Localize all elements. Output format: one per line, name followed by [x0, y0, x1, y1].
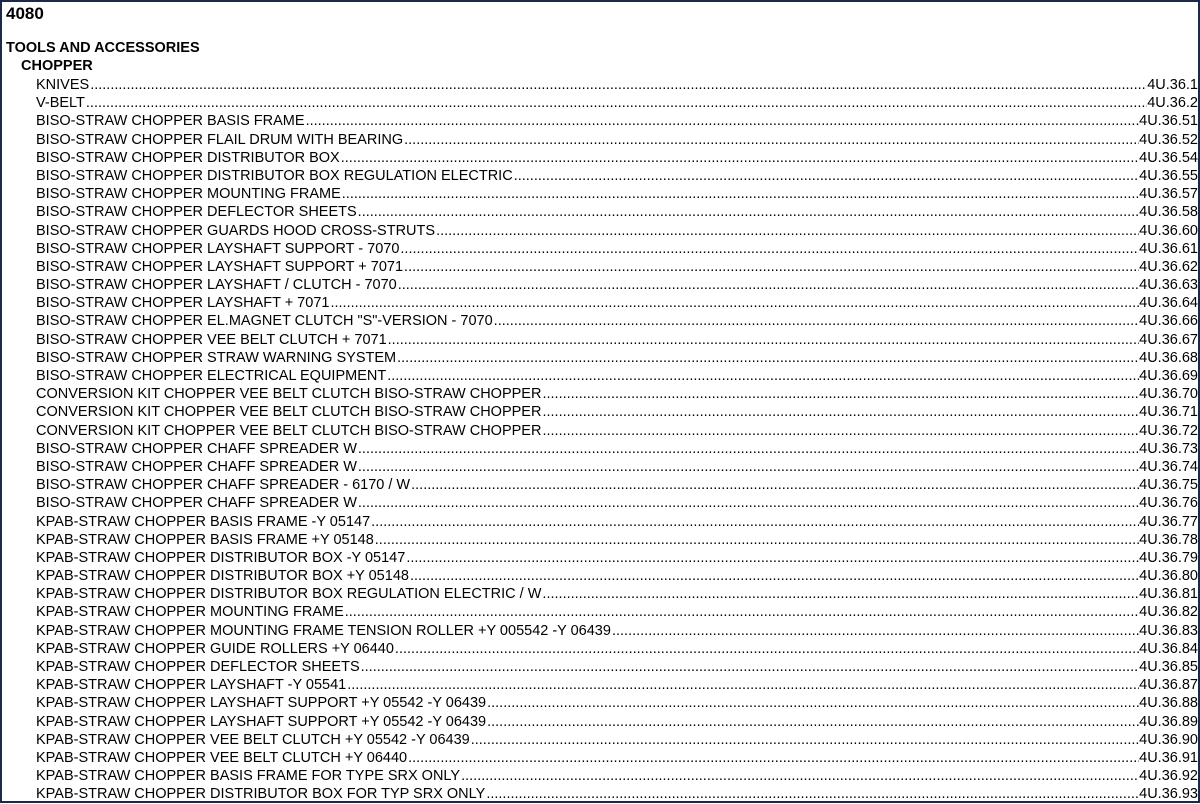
index-entry[interactable] — [36, 531, 1198, 549]
entry-title: BISO-STRAW CHOPPER CHAFF SPREADER W — [36, 440, 357, 457]
index-entry[interactable] — [36, 767, 1198, 785]
index-entry[interactable] — [36, 494, 1198, 512]
index-entry[interactable] — [36, 312, 1198, 330]
index-entry[interactable] — [36, 513, 1198, 531]
entry-title: KPAB-STRAW CHOPPER VEE BELT CLUTCH +Y 06440 — [36, 749, 408, 766]
entry-title: KPAB-STRAW CHOPPER LAYSHAFT SUPPORT +Y 05542 -Y 06439 — [36, 713, 487, 730]
entry-title: BISO-STRAW CHOPPER LAYSHAFT SUPPORT + 7071 — [36, 258, 404, 275]
entry-title: BISO-STRAW CHOPPER BASIS FRAME — [36, 113, 305, 130]
entry-page-ref[interactable]: 4U.36.87 — [1139, 677, 1198, 694]
entry-page-ref[interactable]: 4U.36.73 — [1139, 440, 1198, 457]
entry-title: BISO-STRAW CHOPPER CHAFF SPREADER W — [36, 495, 357, 512]
entry-title: BISO-STRAW CHOPPER LAYSHAFT / CLUTCH - 7070 — [36, 277, 397, 294]
entry-title: KPAB-STRAW CHOPPER LAYSHAFT SUPPORT +Y 05542 -Y 06439 — [36, 695, 487, 712]
entry-page-ref[interactable]: 4U.36.57 — [1139, 186, 1198, 203]
entry-page-ref[interactable]: 4U.36.88 — [1139, 695, 1198, 712]
entry-title: BISO-STRAW CHOPPER STRAW WARNING SYSTEM — [36, 349, 397, 366]
dot-leader — [85, 94, 1147, 112]
index-list — [36, 76, 1198, 804]
index-entry[interactable] — [36, 476, 1198, 494]
index-entry[interactable] — [36, 549, 1198, 567]
index-entry[interactable] — [36, 294, 1198, 312]
dot-leader — [329, 294, 1139, 312]
dot-leader — [485, 785, 1139, 803]
dot-leader — [486, 694, 1139, 712]
index-entry[interactable] — [36, 240, 1198, 258]
entry-title: BISO-STRAW CHOPPER CHAFF SPREADER - 6170 / W — [36, 477, 411, 494]
entry-page-ref[interactable]: 4U.36.2 — [1147, 95, 1198, 112]
entry-title: KPAB-STRAW CHOPPER BASIS FRAME FOR TYPE SRX ONLY — [36, 768, 461, 785]
entry-title: CONVERSION KIT CHOPPER VEE BELT CLUTCH BISO-STRAW CHOPPER — [36, 386, 542, 403]
index-entry[interactable] — [36, 640, 1198, 658]
dot-leader — [403, 131, 1139, 149]
dot-leader — [397, 276, 1139, 294]
index-entry[interactable] — [36, 731, 1198, 749]
index-entry[interactable] — [36, 785, 1198, 803]
dot-leader — [541, 385, 1139, 403]
dot-leader — [611, 622, 1139, 640]
entry-page-ref[interactable]: 4U.36.70 — [1139, 386, 1198, 403]
dot-leader — [541, 422, 1139, 440]
entry-title: KPAB-STRAW CHOPPER BASIS FRAME +Y 05148 — [36, 531, 374, 548]
dot-leader — [360, 658, 1140, 676]
entry-title: KPAB-STRAW CHOPPER DEFLECTOR SHEETS — [36, 659, 360, 675]
dot-leader — [387, 331, 1139, 349]
index-entry[interactable] — [36, 222, 1198, 240]
entry-page-ref[interactable]: 4U.36.89 — [1139, 713, 1198, 730]
entry-title: KPAB-STRAW CHOPPER DISTRIBUTOR BOX FOR TYP SRX ONLY — [36, 786, 486, 803]
index-entry[interactable] — [36, 603, 1198, 621]
index-entry[interactable] — [36, 385, 1198, 403]
entry-page-ref[interactable]: 4U.36.62 — [1139, 258, 1198, 275]
entry-title: KPAB-STRAW CHOPPER DISTRIBUTOR BOX REGULATION ELECTRIC / W — [36, 586, 542, 603]
entry-page-ref[interactable]: 4U.36.90 — [1139, 731, 1198, 748]
entry-page-ref[interactable]: 4U.36.92 — [1139, 768, 1198, 785]
entry-title: BISO-STRAW CHOPPER DISTRIBUTOR BOX REGULATION ELECTRIC — [36, 167, 513, 184]
index-entry[interactable] — [36, 749, 1198, 767]
entry-title: BISO-STRAW CHOPPER CHAFF SPREADER W — [36, 458, 357, 475]
entry-page-ref[interactable]: 4U.36.81 — [1139, 586, 1198, 603]
entry-page-ref[interactable]: 4U.36.68 — [1139, 349, 1198, 366]
entry-page-ref[interactable]: 4U.36.71 — [1139, 404, 1198, 421]
index-entry[interactable] — [36, 185, 1198, 203]
index-entry[interactable] — [36, 694, 1198, 712]
entry-page-ref[interactable]: 4U.36.82 — [1139, 604, 1198, 621]
entry-page-ref[interactable]: 4U.36.75 — [1139, 477, 1198, 494]
index-entry[interactable] — [36, 258, 1198, 276]
entry-page-ref[interactable]: 4U.36.1 — [1147, 77, 1198, 93]
entry-title: BISO-STRAW CHOPPER DISTRIBUTOR BOX — [36, 149, 340, 166]
entry-page-ref[interactable]: 4U.36.74 — [1139, 458, 1198, 475]
entry-page-ref[interactable]: 4U.36.61 — [1139, 240, 1198, 257]
index-entry[interactable] — [36, 713, 1198, 731]
entry-title: KNIVES — [36, 77, 90, 93]
dot-leader — [357, 440, 1139, 458]
dot-leader — [374, 531, 1139, 549]
dot-leader — [486, 713, 1139, 731]
dot-leader — [409, 567, 1139, 585]
dot-leader — [346, 676, 1139, 694]
index-entry[interactable] — [36, 658, 1198, 676]
index-entry[interactable] — [36, 676, 1198, 694]
index-entry[interactable] — [36, 94, 1198, 112]
entry-title: CONVERSION KIT CHOPPER VEE BELT CLUTCH BISO-STRAW CHOPPER — [36, 404, 542, 421]
dot-leader — [357, 494, 1139, 512]
entry-title: BISO-STRAW CHOPPER LAYSHAFT + 7071 — [36, 295, 330, 312]
entry-page-ref[interactable]: 4U.36.58 — [1139, 204, 1198, 221]
dot-leader — [357, 203, 1139, 221]
index-entry[interactable] — [36, 349, 1198, 367]
dot-leader — [407, 749, 1139, 767]
entry-page-ref[interactable]: 4U.36.52 — [1139, 131, 1198, 148]
index-entry[interactable] — [36, 76, 1198, 94]
index-entry[interactable] — [36, 458, 1198, 476]
dot-leader — [410, 476, 1139, 494]
entry-page-ref[interactable]: 4U.36.54 — [1139, 149, 1198, 166]
dot-leader — [513, 167, 1139, 185]
entry-title: BISO-STRAW CHOPPER MOUNTING FRAME — [36, 186, 341, 203]
dot-leader — [541, 585, 1139, 603]
entry-page-ref[interactable]: 4U.36.60 — [1139, 222, 1198, 239]
entry-page-ref[interactable]: 4U.36.64 — [1139, 295, 1198, 312]
model-number: 4080 — [6, 4, 44, 23]
entry-title: KPAB-STRAW CHOPPER VEE BELT CLUTCH +Y 05542 -Y 06439 — [36, 731, 470, 748]
dot-leader — [386, 367, 1139, 385]
entry-page-ref[interactable]: 4U.36.76 — [1139, 495, 1198, 512]
entry-page-ref[interactable]: 4U.36.83 — [1139, 622, 1198, 639]
dot-leader — [340, 149, 1139, 167]
index-entry[interactable] — [36, 167, 1198, 185]
entry-title: BISO-STRAW CHOPPER EL.MAGNET CLUTCH "S"-VERSION - 7070 — [36, 313, 493, 330]
dot-leader — [403, 258, 1139, 276]
index-entry[interactable] — [36, 422, 1198, 440]
dot-leader — [89, 76, 1147, 94]
dot-leader — [405, 549, 1139, 567]
entry-page-ref[interactable]: 4U.36.55 — [1139, 167, 1198, 184]
dot-leader — [341, 185, 1139, 203]
entry-page-ref[interactable]: 4U.36.63 — [1139, 277, 1198, 294]
dot-leader — [399, 240, 1139, 258]
index-entry[interactable] — [36, 622, 1198, 640]
entry-title: BISO-STRAW CHOPPER LAYSHAFT SUPPORT - 7070 — [36, 240, 400, 257]
entry-page-ref[interactable]: 4U.36.51 — [1139, 113, 1198, 130]
entry-title: BISO-STRAW CHOPPER FLAIL DRUM WITH BEARING — [36, 131, 404, 148]
index-entry[interactable] — [36, 149, 1198, 167]
entry-page-ref[interactable]: 4U.36.67 — [1139, 331, 1198, 348]
dot-leader — [305, 112, 1140, 130]
entry-title: KPAB-STRAW CHOPPER MOUNTING FRAME TENSION ROLLER +Y 005542 -Y 06439 — [36, 622, 611, 639]
entry-title: KPAB-STRAW CHOPPER LAYSHAFT -Y 05541 — [36, 677, 347, 694]
entry-title: V-BELT — [36, 95, 85, 112]
index-entry[interactable] — [36, 367, 1198, 385]
dot-leader — [493, 312, 1139, 330]
entry-page-ref[interactable]: 4U.36.72 — [1139, 422, 1198, 439]
index-entry[interactable] — [36, 203, 1198, 221]
dot-leader — [396, 349, 1139, 367]
entry-title: KPAB-STRAW CHOPPER MOUNTING FRAME — [36, 604, 344, 621]
entry-page-ref[interactable]: 4U.36.91 — [1139, 749, 1198, 766]
entry-title: KPAB-STRAW CHOPPER DISTRIBUTOR BOX +Y 05148 — [36, 568, 409, 585]
entry-title: KPAB-STRAW CHOPPER DISTRIBUTOR BOX -Y 05147 — [36, 549, 406, 566]
entry-page-ref[interactable]: 4U.36.93 — [1139, 786, 1198, 803]
entry-page-ref[interactable]: 4U.36.79 — [1139, 549, 1198, 566]
dot-leader — [435, 222, 1139, 240]
index-entry[interactable] — [36, 567, 1198, 585]
index-entry[interactable] — [36, 403, 1198, 421]
entry-title: CONVERSION KIT CHOPPER VEE BELT CLUTCH BISO-STRAW CHOPPER — [36, 422, 542, 439]
index-entry[interactable] — [36, 331, 1198, 349]
entry-page-ref[interactable]: 4U.36.85 — [1139, 659, 1198, 675]
dot-leader — [394, 640, 1139, 658]
section-title: TOOLS AND ACCESSORIES — [6, 40, 200, 56]
dot-leader — [460, 767, 1139, 785]
entry-page-ref[interactable]: 4U.36.69 — [1139, 368, 1198, 384]
index-entry[interactable] — [36, 440, 1198, 458]
entry-page-ref[interactable]: 4U.36.77 — [1139, 513, 1198, 530]
entry-title: BISO-STRAW CHOPPER ELECTRICAL EQUIPMENT — [36, 368, 387, 384]
dot-leader — [357, 458, 1139, 476]
dot-leader — [541, 403, 1139, 421]
entry-title: BISO-STRAW CHOPPER VEE BELT CLUTCH + 7071 — [36, 331, 387, 348]
dot-leader — [344, 603, 1139, 621]
entry-title: KPAB-STRAW CHOPPER BASIS FRAME -Y 05147 — [36, 513, 371, 530]
entry-page-ref[interactable]: 4U.36.78 — [1139, 531, 1198, 548]
index-entry[interactable] — [36, 585, 1198, 603]
dot-leader — [470, 731, 1139, 749]
entry-page-ref[interactable]: 4U.36.84 — [1139, 640, 1198, 657]
subsection-title: CHOPPER — [21, 58, 93, 74]
index-entry[interactable] — [36, 276, 1198, 294]
entry-page-ref[interactable]: 4U.36.66 — [1139, 313, 1198, 330]
entry-title: KPAB-STRAW CHOPPER GUIDE ROLLERS +Y 06440 — [36, 640, 394, 657]
entry-page-ref[interactable]: 4U.36.80 — [1139, 568, 1198, 585]
dot-leader — [370, 513, 1139, 531]
entry-title: BISO-STRAW CHOPPER DEFLECTOR SHEETS — [36, 204, 357, 221]
entry-title: BISO-STRAW CHOPPER GUARDS HOOD CROSS-STRUTS — [36, 222, 436, 239]
index-entry[interactable] — [36, 112, 1198, 130]
index-entry[interactable] — [36, 131, 1198, 149]
